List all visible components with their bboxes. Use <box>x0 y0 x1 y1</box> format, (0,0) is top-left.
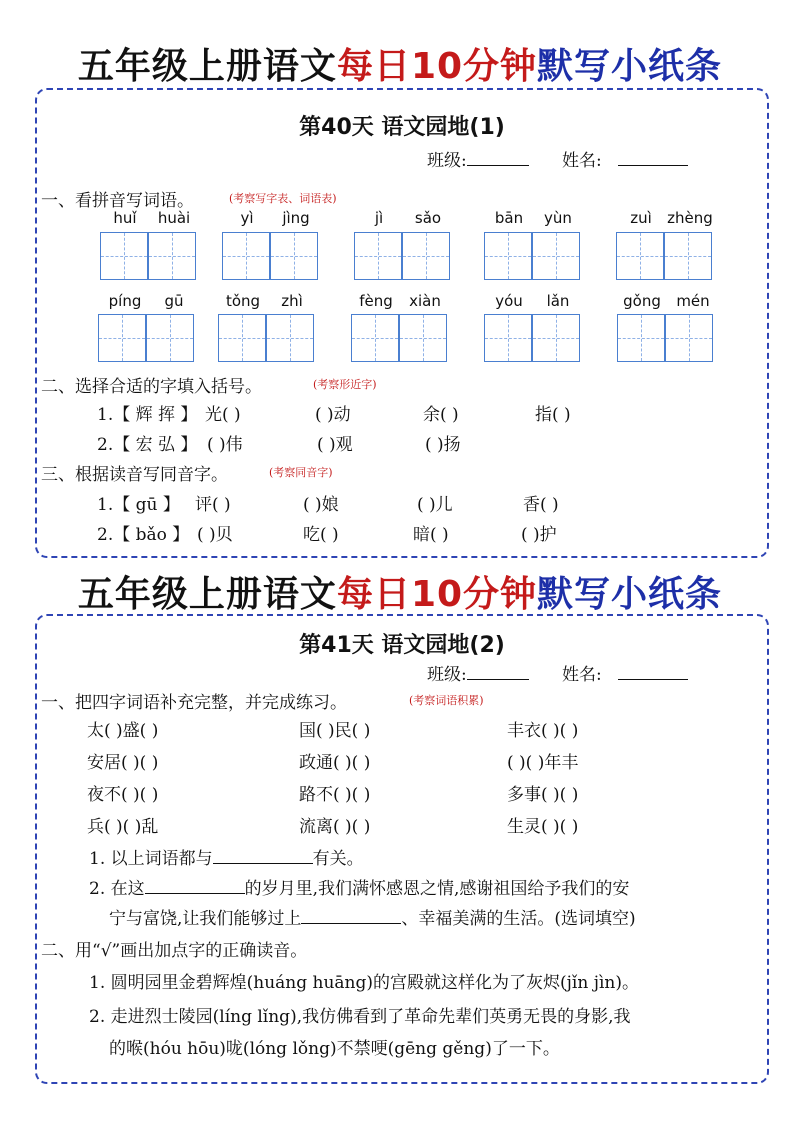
fill-blank[interactable]: ( )护 <box>521 525 557 545</box>
pinyin: gǒng <box>623 292 661 310</box>
pinyin: yóu <box>495 292 523 310</box>
writing-grid[interactable] <box>270 232 318 280</box>
fill-blank[interactable]: ( )贝 <box>197 525 233 545</box>
fill-blank[interactable]: 光( ) <box>205 405 241 425</box>
fill-blank[interactable]: 评( ) <box>195 495 231 515</box>
fill-blank[interactable]: 吃( ) <box>303 525 339 545</box>
writing-grid[interactable] <box>616 232 664 280</box>
reading-item[interactable]: 2. 走进烈士陵园(líng lǐng),我仿佛看到了革命先辈们英勇无畏的身影,我 <box>89 1007 631 1027</box>
section-note: (考察词语积累) <box>409 694 484 707</box>
pinyin: huǐ <box>113 209 137 227</box>
question-text: 、幸福美满的生活。(选词填空) <box>401 909 636 929</box>
class-label: 班级: <box>427 665 467 685</box>
fill-blank[interactable]: ( )伟 <box>207 435 243 455</box>
question-text: 宁与富饶,让我们能够过上 <box>109 909 302 929</box>
section-heading: 一、看拼音写词语。 <box>41 191 194 211</box>
answer-line[interactable] <box>213 849 313 864</box>
writing-grid[interactable] <box>665 314 713 362</box>
writing-grid[interactable] <box>222 232 270 280</box>
pinyin: bān <box>494 209 524 227</box>
pinyin: píng <box>108 292 142 310</box>
writing-grid[interactable] <box>266 314 314 362</box>
fill-blank[interactable]: 余( ) <box>423 405 459 425</box>
fill-blank[interactable]: ( )娘 <box>303 495 339 515</box>
answer-line[interactable] <box>145 879 245 894</box>
section-note: (考察写字表、词语表) <box>229 192 337 205</box>
section-heading: 二、用“√”画出加点字的正确读音。 <box>41 941 308 961</box>
reading-item[interactable]: 的喉(hóu hōu)咙(lóng lǒng)不禁哽(gēng gěng)了一下。 <box>109 1039 560 1059</box>
banner-grade: 五年级上册语文 <box>77 574 337 615</box>
idiom-blank[interactable]: 生灵( )( ) <box>507 817 579 837</box>
fill-blank[interactable]: ( )观 <box>317 435 353 455</box>
section-note: (考察同音字) <box>269 466 333 479</box>
name-field[interactable] <box>562 146 688 171</box>
idiom-blank[interactable]: 路不( )( ) <box>299 785 371 805</box>
pinyin: lǎn <box>546 292 570 310</box>
worksheet-day41 <box>35 614 769 1084</box>
page-title: 第41天 语文园地(2) <box>299 633 505 658</box>
fill-blank[interactable]: 指( ) <box>535 405 571 425</box>
banner-title <box>0 38 800 89</box>
banner-dictation: 默写小纸条 <box>537 46 723 87</box>
banner-title <box>0 566 800 617</box>
pinyin: tǒng <box>225 292 261 310</box>
class-field[interactable] <box>427 146 529 171</box>
section-heading: 一、把四字词语补充完整，并完成练习。 <box>41 693 347 713</box>
section-heading: 二、选择合适的字填入括号。 <box>41 377 262 397</box>
question-1 <box>89 844 364 869</box>
writing-grid[interactable] <box>402 232 450 280</box>
question-2-cont <box>109 904 636 929</box>
answer-line[interactable] <box>301 909 401 924</box>
idiom-blank[interactable]: ( )( )年丰 <box>507 753 579 773</box>
question-text: 1. 以上词语都与 <box>89 849 213 869</box>
idiom-blank[interactable]: 多事( )( ) <box>507 785 579 805</box>
worksheet-day40 <box>35 88 769 558</box>
writing-grid[interactable] <box>218 314 266 362</box>
exercise-lead: 1.【 辉 挥 】 <box>97 405 198 425</box>
pinyin: zuì <box>630 209 652 227</box>
name-label: 姓名: <box>562 665 602 685</box>
idiom-blank[interactable]: 夜不( )( ) <box>87 785 159 805</box>
pinyin: zhì <box>281 292 303 310</box>
writing-grid[interactable] <box>148 232 196 280</box>
idiom-blank[interactable]: 政通( )( ) <box>299 753 371 773</box>
pinyin: sǎo <box>414 209 442 227</box>
fill-blank[interactable]: 暗( ) <box>413 525 449 545</box>
reading-item[interactable]: 1. 圆明园里金碧辉煌(huáng huāng)的宫殿就这样化为了灰烬(jǐn jìn)。 <box>89 973 640 993</box>
pinyin: yùn <box>544 209 572 227</box>
writing-grid[interactable] <box>484 232 532 280</box>
writing-grid[interactable] <box>351 314 399 362</box>
idiom-blank[interactable]: 太( )盛( ) <box>87 721 159 741</box>
section-note: (考察形近字) <box>313 378 377 391</box>
fill-blank[interactable]: ( )动 <box>315 405 351 425</box>
pinyin: jìng <box>282 209 310 227</box>
writing-grid[interactable] <box>664 232 712 280</box>
question-2 <box>89 874 629 899</box>
pinyin: yì <box>240 209 254 227</box>
class-field[interactable] <box>427 660 529 685</box>
writing-grid[interactable] <box>532 232 580 280</box>
idiom-blank[interactable]: 国( )民( ) <box>299 721 371 741</box>
writing-grid[interactable] <box>100 232 148 280</box>
exercise-lead: 2.【 bǎo 】 <box>97 525 190 545</box>
idiom-blank[interactable]: 安居( )( ) <box>87 753 159 773</box>
pinyin: gū <box>164 292 184 310</box>
pinyin: zhèng <box>667 209 713 227</box>
idiom-blank[interactable]: 丰衣( )( ) <box>507 721 579 741</box>
question-text: 有关。 <box>312 849 364 869</box>
banner-daily: 每日10分钟 <box>336 574 538 615</box>
pinyin: mén <box>676 292 710 310</box>
fill-blank[interactable]: ( )儿 <box>417 495 453 515</box>
section-heading: 三、根据读音写同音字。 <box>41 465 228 485</box>
pinyin: fèng <box>359 292 393 310</box>
writing-grid[interactable] <box>354 232 402 280</box>
writing-grid[interactable] <box>146 314 194 362</box>
writing-grid[interactable] <box>617 314 665 362</box>
page-title: 第40天 语文园地(1) <box>299 115 505 140</box>
fill-blank[interactable]: ( )扬 <box>425 435 461 455</box>
exercise-lead: 1.【 gū 】 <box>97 495 180 515</box>
banner-grade: 五年级上册语文 <box>77 46 337 87</box>
pinyin: huài <box>157 209 191 227</box>
name-field[interactable] <box>562 660 688 685</box>
pinyin: xiàn <box>409 292 441 310</box>
pinyin: jì <box>374 209 384 227</box>
question-text: 的岁月里,我们满怀感恩之情,感谢祖国给予我们的安 <box>244 879 630 899</box>
class-label: 班级: <box>427 151 467 171</box>
idiom-blank[interactable]: 兵( )( )乱 <box>87 817 159 837</box>
exercise-lead: 2.【 宏 弘 】 <box>97 435 198 455</box>
writing-grid[interactable] <box>532 314 580 362</box>
name-label: 姓名: <box>562 151 602 171</box>
idiom-blank[interactable]: 流离( )( ) <box>299 817 371 837</box>
writing-grid[interactable] <box>399 314 447 362</box>
writing-grid[interactable] <box>484 314 532 362</box>
banner-daily: 每日10分钟 <box>336 46 538 87</box>
fill-blank[interactable]: 香( ) <box>523 495 559 515</box>
question-text: 2. 在这 <box>89 879 145 899</box>
banner-dictation: 默写小纸条 <box>537 574 723 615</box>
writing-grid[interactable] <box>98 314 146 362</box>
